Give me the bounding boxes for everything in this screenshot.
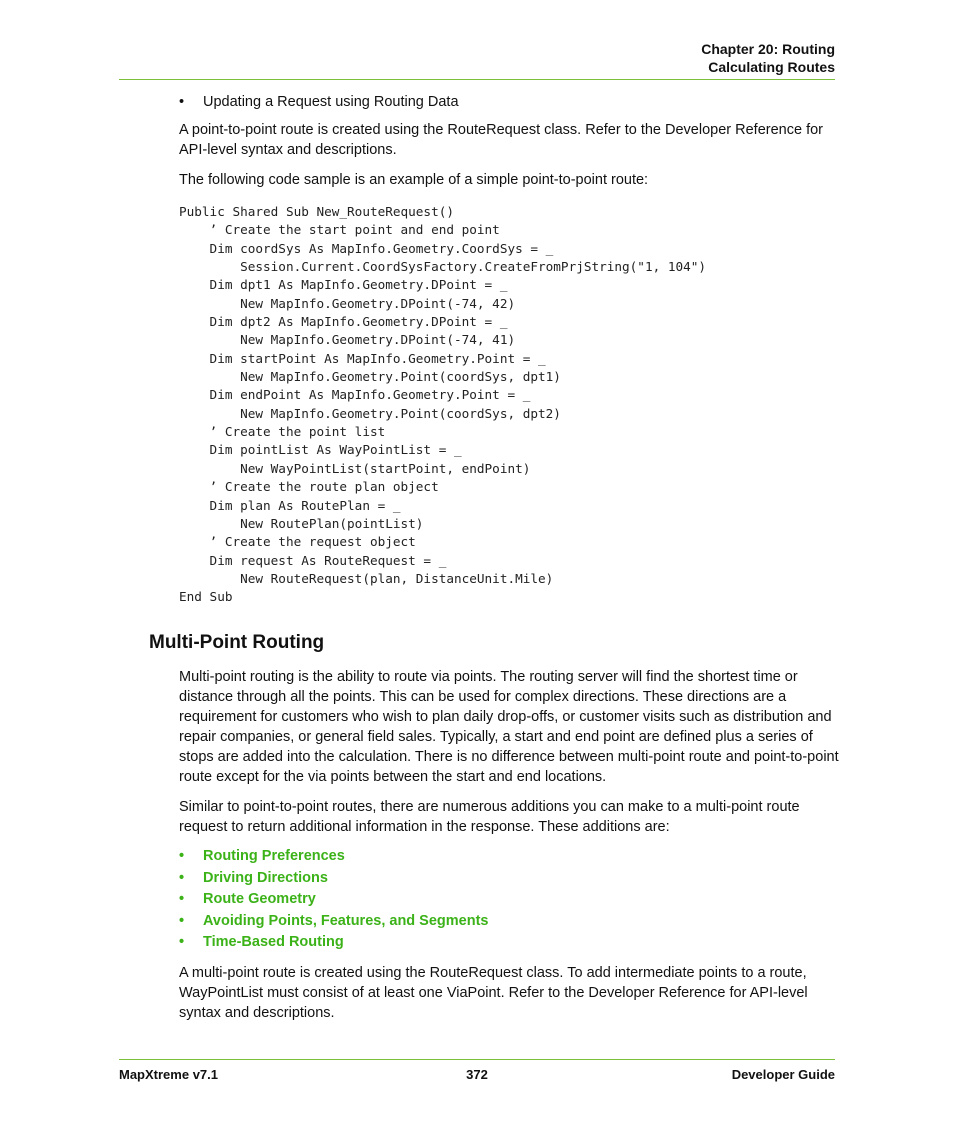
link-routing-preferences[interactable]	[179, 846, 839, 868]
bullet: •	[179, 94, 185, 110]
bullet: •	[179, 869, 185, 886]
link-list	[179, 846, 839, 954]
paragraph: A point-to-point route is created using the RouteRequest class. Refer to the Developer Reference for API-level syntax and descriptions.	[179, 122, 823, 158]
section-content	[179, 667, 839, 1023]
main-content	[179, 92, 839, 607]
footer-rule	[119, 1059, 835, 1060]
paragraph: Multi-point routing is the ability to route via points. The routing server will find the shortest time or distance through all the points. This can be used for complex directions. These directions are a requirement for customers who wish to plan daily drop-offs, or customer visits such as distribution and repair companies, or general field sales. Typically, a start and end point are defined plus a series of stops are added into the calculation. There is no difference between multi-point route and point-to-point route except for the via points between the start and end locations.	[179, 669, 839, 785]
chapter-title: Chapter 20: Routing	[701, 41, 835, 57]
link-time-based-routing[interactable]	[179, 932, 839, 954]
bullet: •	[179, 912, 185, 929]
list-item-text: Updating a Request using Routing Data	[203, 94, 459, 110]
footer-product: MapXtreme v7.1	[119, 1067, 218, 1082]
link-text[interactable]: Avoiding Points, Features, and Segments	[203, 912, 489, 929]
list-item	[179, 92, 839, 112]
link-text[interactable]: Routing Preferences	[203, 848, 345, 864]
link-avoiding-points[interactable]	[179, 911, 839, 933]
footer-guide: Developer Guide	[731, 1067, 835, 1082]
page-number: 372	[466, 1067, 488, 1082]
paragraph: A multi-point route is created using the RouteRequest class. To add intermediate points to a route, WayPointList must consist of at least one ViaPoint. Refer to the Developer Reference for API-level syntax and descriptions.	[179, 964, 808, 1021]
link-text[interactable]: Time-Based Routing	[203, 934, 344, 950]
paragraph: Similar to point-to-point routes, there are numerous additions you can make to a multi-point route request to return additional information in the response. These additions are:	[179, 799, 800, 835]
link-text[interactable]: Driving Directions	[203, 869, 328, 886]
link-route-geometry[interactable]	[179, 889, 839, 911]
header-rule	[119, 79, 835, 80]
paragraph: The following code sample is an example of a simple point-to-point route:	[179, 172, 649, 188]
bullet: •	[179, 848, 185, 864]
bullet: •	[179, 891, 185, 907]
code-sample: Public Shared Sub New_RouteRequest() ’ Create the start point and end point Dim coordSys As MapInfo.Geometry.CoordSys = _ Session.Current.CoordSysFactory.CreateFromPrjString("1, 104") Dim dpt1 As MapInfo.Geometry.DPoint = _ New MapInfo.Geometry.DPoint(-74, 42) Dim dpt2 As MapInfo.Geometry.DPoint = _ New MapInfo.Geometry.DPoint(-74, 41) Dim startPoint As MapInfo.Geometry.Point = _ New MapInfo.Geometry.Point(coordSys, dpt1) Dim endPoint As MapInfo.Geometry.Point = _ New MapInfo.Geometry.Point(coordSys, dpt2) ’ Create the point list Dim pointList As WayPointList = _ New WayPointList(startPoint, endPoint) ’ Create the route plan object Dim plan As RoutePlan = _ New RoutePlan(pointList) ’ Create the request object Dim request As RouteRequest = _ New RouteRequest(plan, DistanceUnit.Mile) End Sub	[179, 204, 707, 605]
bullet: •	[179, 934, 185, 950]
section-title-header: Calculating Routes	[708, 59, 835, 75]
page-header	[701, 40, 835, 76]
section-heading: Multi-Point Routing	[149, 632, 325, 653]
page-footer	[119, 1067, 835, 1085]
link-driving-directions[interactable]	[179, 868, 839, 890]
link-text[interactable]: Route Geometry	[203, 891, 316, 907]
